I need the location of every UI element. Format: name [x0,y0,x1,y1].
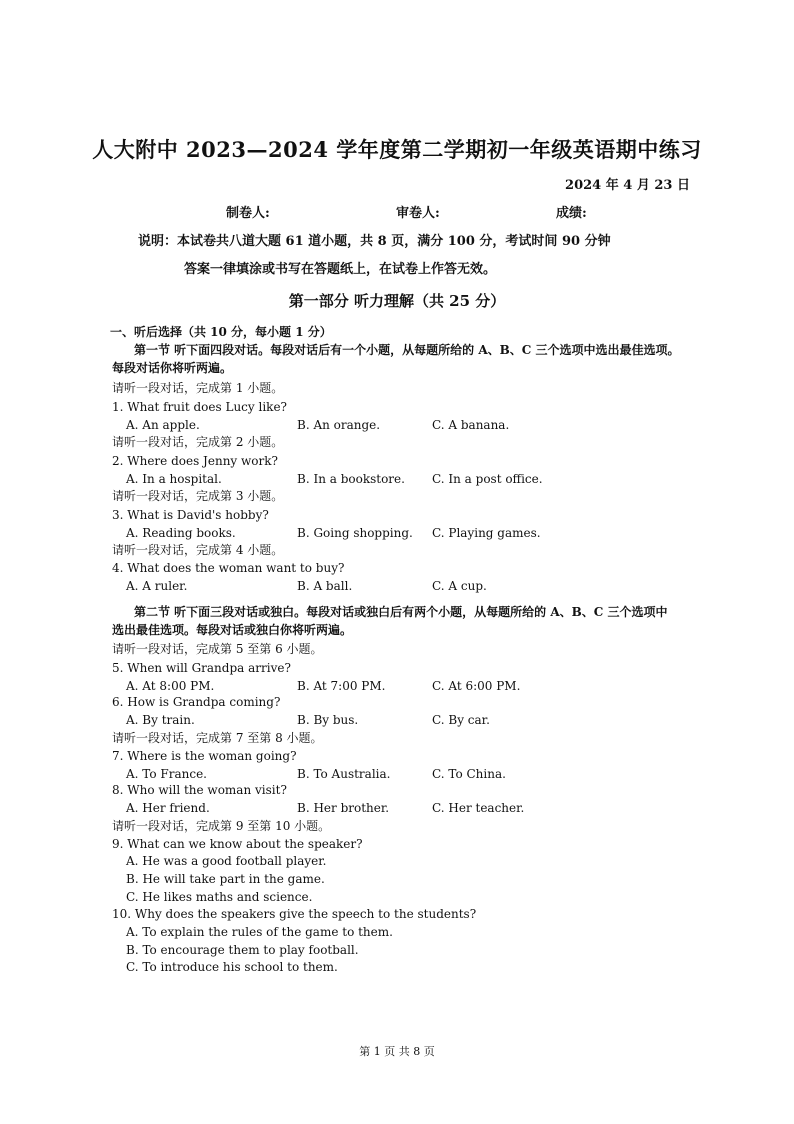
option-c: C. A banana. [432,418,510,432]
option-a: A. A ruler. [126,579,188,593]
option-c: C. To China. [432,767,506,781]
option-b: B. A ball. [297,579,353,593]
option-b: B. He will take part in the game. [126,872,325,886]
question-stem: 3. What is David's hobby? [112,508,269,522]
question-stem: 2. Where does Jenny work? [112,454,278,468]
option-a: A. Reading books. [126,526,236,540]
exam-title: 人大附中 2023—2024 学年度第二学期初一年级英语期中练习 [92,137,702,162]
section1-intro-b: 每段对话你将听两遍。 [112,361,233,375]
option-b: B. Her brother. [297,801,390,815]
option-a: A. By train. [126,713,195,727]
instructions-line-2: 答案一律填涂或书写在答题纸上，在试卷上作答无效。 [184,262,497,277]
question-prompt: 请听一段对话，完成第 9 至第 10 小题。 [112,819,331,833]
question-prompt: 请听一段对话，完成第 3 小题。 [112,489,284,503]
option-a: A. In a hospital. [126,472,222,486]
option-a: A. Her friend. [126,801,210,815]
option-b: B. To encourage them to play football. [126,943,359,957]
question-prompt: 请听一段对话，完成第 2 小题。 [112,435,284,449]
option-c: C. He likes maths and science. [126,890,313,904]
option-c: C. At 6:00 PM. [432,679,521,693]
section1-intro-a: 第一节 听下面四段对话。每段对话后有一个小题，从每题所给的 A、B、C 三个选项中选出最佳选项。 [134,343,680,357]
option-b: B. An orange. [297,418,381,432]
score-label: 成绩: [556,206,587,221]
option-c: C. A cup. [432,579,487,593]
part-title: 第一部分 听力理解（共 25 分） [288,292,506,310]
question-stem: 10. Why does the speakers give the speech to the students? [112,907,477,921]
reviewer-label: 审卷人: [396,206,440,221]
question-prompt: 请听一段对话，完成第 7 至第 8 小题。 [112,731,323,745]
option-c: C. Playing games. [432,526,541,540]
question-stem: 1. What fruit does Lucy like? [112,400,287,414]
instructions-line-1: 说明：本试卷共八道大题 61 道小题，共 8 页，满分 100 分，考试时间 90 分钟 [138,234,611,249]
option-b: B. To Australia. [297,767,391,781]
option-a: A. To explain the rules of the game to them. [126,925,393,939]
section2-intro-a: 第二节 听下面三段对话或独白。每段对话或独白后有两个小题，从每题所给的 A、B、C 三个选项中 [134,605,668,619]
section-heading: 一、听后选择（共 10 分，每小题 1 分） [110,325,332,339]
option-b: B. In a bookstore. [297,472,405,486]
option-a: A. An apple. [126,418,200,432]
option-a: A. He was a good football player. [126,854,327,868]
option-a: A. To France. [126,767,207,781]
signature-row [0,202,794,222]
question-stem: 4. What does the woman want to buy? [112,561,345,575]
option-b: B. By bus. [297,713,359,727]
question-stem: 7. Where is the woman going? [112,749,297,763]
option-c: C. To introduce his school to them. [126,960,338,974]
option-c: C. By car. [432,713,490,727]
option-c: C. Her teacher. [432,801,525,815]
question-stem: 9. What can we know about the speaker? [112,837,363,851]
page-footer: 第 1 页 共 8 页 [359,1045,435,1058]
question-stem: 6. How is Grandpa coming? [112,695,281,709]
option-a: A. At 8:00 PM. [126,679,215,693]
question-prompt: 请听一段对话，完成第 4 小题。 [112,543,284,557]
question-stem: 8. Who will the woman visit? [112,783,287,797]
option-c: C. In a post office. [432,472,543,486]
section2-intro-b: 选出最佳选项。每段对话或独白你将听两遍。 [112,623,353,637]
option-b: B. Going shopping. [297,526,413,540]
question-stem: 5. When will Grandpa arrive? [112,661,291,675]
option-b: B. At 7:00 PM. [297,679,386,693]
question-prompt: 请听一段对话，完成第 5 至第 6 小题。 [112,642,323,656]
maker-label: 制卷人: [226,206,270,221]
exam-date: 2024 年 4 月 23 日 [565,178,690,193]
question-prompt: 请听一段对话，完成第 1 小题。 [112,381,284,395]
